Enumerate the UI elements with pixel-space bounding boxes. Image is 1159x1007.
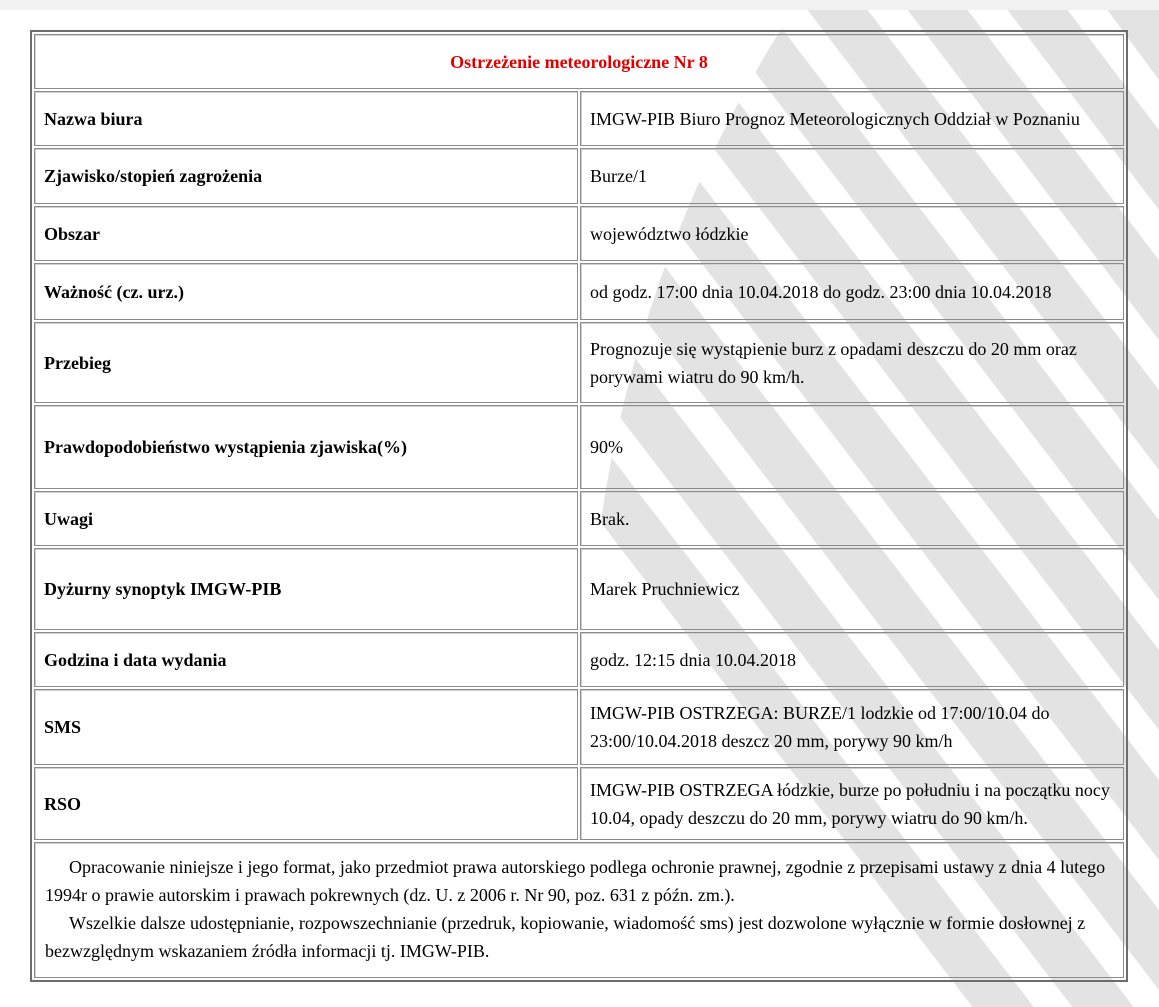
row-value-area: województwo łódzkie (580, 206, 1124, 261)
table-row (34, 322, 1124, 403)
copyright-notice (34, 842, 1124, 978)
warning-table (30, 30, 1128, 982)
row-label-issued: Godzina i data wydania (34, 632, 578, 687)
table-row (34, 767, 1124, 840)
warning-title: Ostrzeżenie meteorologiczne Nr 8 (34, 34, 1124, 89)
row-value-phenomenon: Burze/1 (580, 148, 1124, 204)
row-label-probability: Prawdopodobieństwo wystąpienia zjawiska(%) (34, 405, 578, 489)
table-row (34, 491, 1124, 546)
row-label-validity: Ważność (cz. urz.) (34, 263, 578, 320)
table-row (34, 148, 1124, 204)
table-row (34, 689, 1124, 765)
table-row (34, 548, 1124, 630)
row-value-rso: IMGW-PIB OSTRZEGA łódzkie, burze po południu i na początku nocy 10.04, opady deszczu do 20 mm, porywy wiatru do 90 km/h. (580, 767, 1124, 840)
copyright-paragraph-2: Wszelkie dalsze udostępnianie, rozpowszechnianie (przedruk, kopiowanie, wiadomość sms) jest dozwolone wyłącznie w formie dosłownej z bezwzględnym wskazaniem źródła informacji tj. IMGW-PIB. (45, 913, 1086, 961)
row-value-probability: 90% (580, 405, 1124, 489)
row-label-remarks: Uwagi (34, 491, 578, 546)
row-label-course: Przebieg (34, 322, 578, 403)
row-label-sms: SMS (34, 689, 578, 765)
row-label-office: Nazwa biura (34, 91, 578, 146)
row-value-sms: IMGW-PIB OSTRZEGA: BURZE/1 lodzkie od 17:00/10.04 do 23:00/10.04.2018 deszcz 20 mm, porywy 90 km/h (580, 689, 1124, 765)
table-row (34, 263, 1124, 320)
row-value-course: Prognozuje się wystąpienie burz z opadami deszczu do 20 mm oraz porywami wiatru do 90 km/h. (580, 322, 1124, 403)
row-value-office: IMGW-PIB Biuro Prognoz Meteorologicznych Oddział w Poznaniu (580, 91, 1124, 146)
table-row (34, 632, 1124, 687)
table-row (34, 91, 1124, 146)
row-label-rso: RSO (34, 767, 578, 840)
table-row (34, 206, 1124, 261)
row-value-forecaster: Marek Pruchniewicz (580, 548, 1124, 630)
row-label-area: Obszar (34, 206, 578, 261)
table-row (34, 405, 1124, 489)
row-label-forecaster: Dyżurny synoptyk IMGW-PIB (34, 548, 578, 630)
row-value-issued: godz. 12:15 dnia 10.04.2018 (580, 632, 1124, 687)
row-label-phenomenon: Zjawisko/stopień zagrożenia (34, 148, 578, 204)
row-value-remarks: Brak. (580, 491, 1124, 546)
copyright-paragraph-1: Opracowanie niniejsze i jego format, jako przedmiot prawa autorskiego podlega ochronie prawnej, zgodnie z przepisami ustawy z dnia 4 lutego 1994r o prawie autorskim i prawach pokrewnych (dz. U. z 2006 r. Nr 90, poz. 631 z późn. zm.). (45, 857, 1106, 905)
row-value-validity: od godz. 17:00 dnia 10.04.2018 do godz. 23:00 dnia 10.04.2018 (580, 263, 1124, 320)
